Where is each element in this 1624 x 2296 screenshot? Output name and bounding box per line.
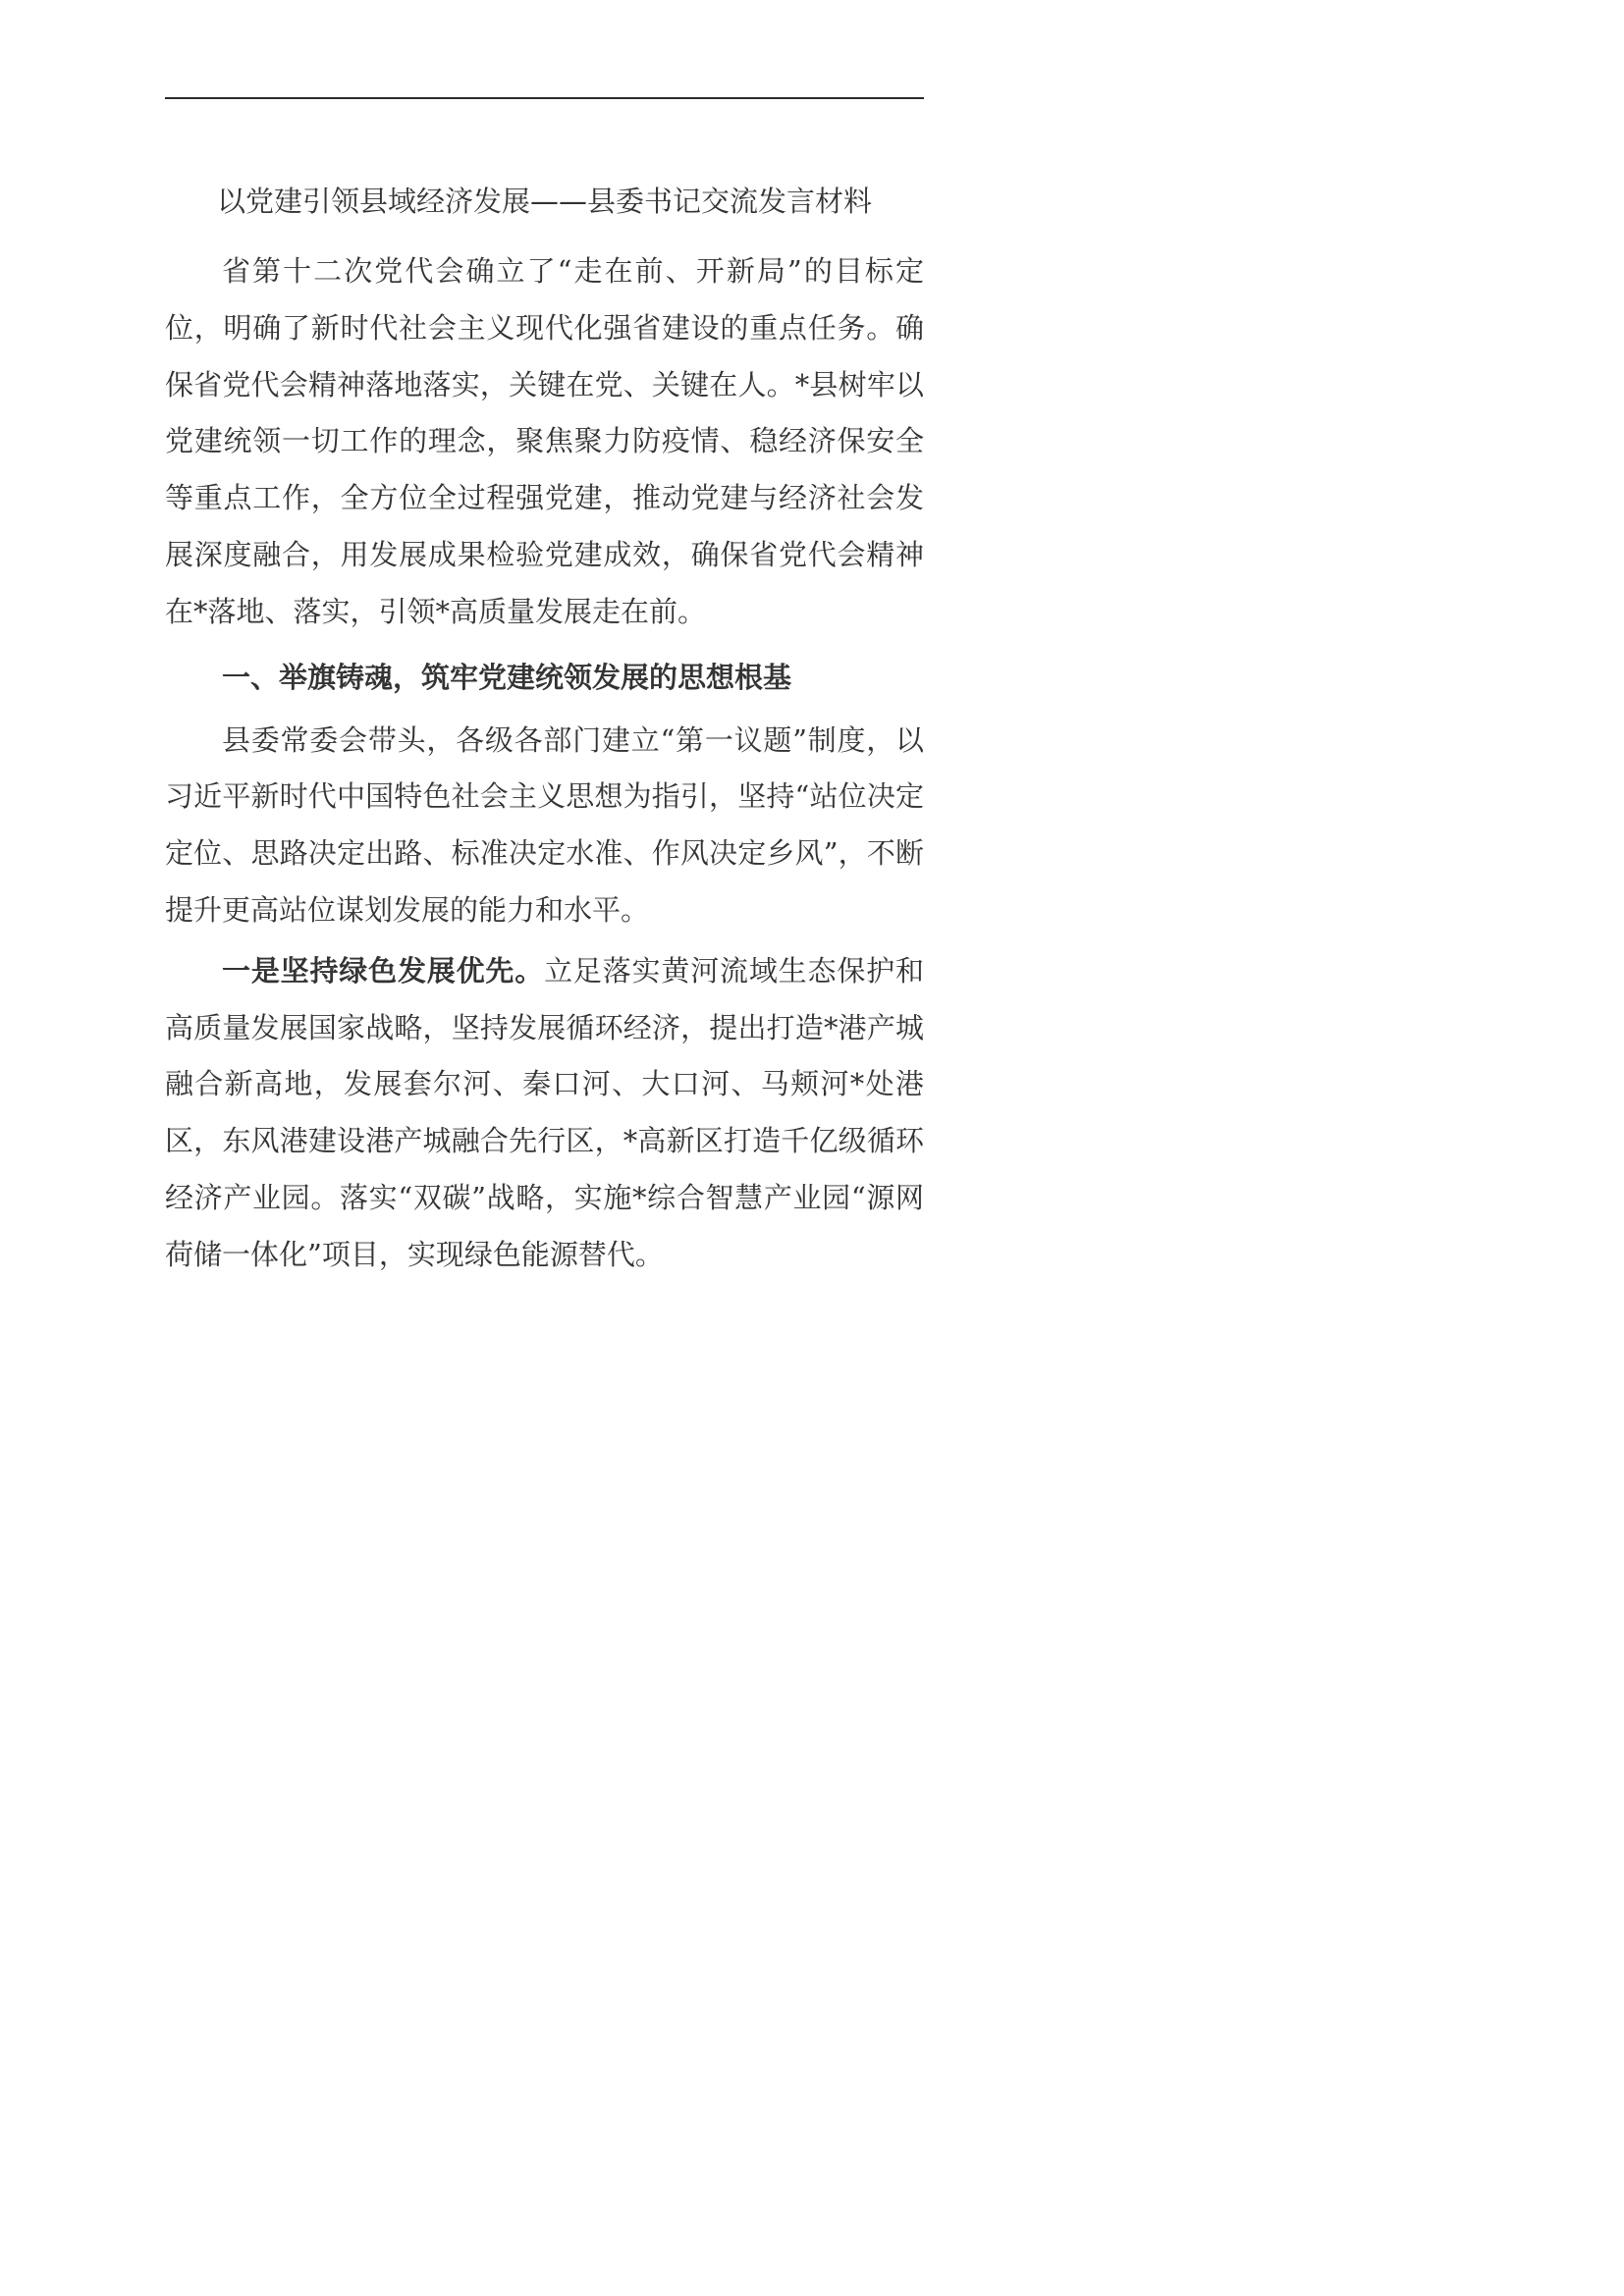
section-paragraph: 县委常委会带头，各级各部门建立“第一议题”制度，以习近平新时代中国特色社会主义思想为指引，坚持“站位决定定位、思路决定出路、标准决定水准、作风决定乡风”，不断提升更高站位谋划发展的能力和水平。 (165, 722, 924, 927)
document-page (0, 0, 1080, 1527)
point-text: 立足落实黄河流域生态保护和高质量发展国家战略，坚持发展循环经济，提出打造*港产城融合新高地，发展套尔河、秦口河、大口河、马颊河*处港区，东风港建设港产城融合先行区，*高新区打造千亿级循环经济产业园。落实“双碳”战略，实施*综合智慧产业园“源网荷储一体化”项目，实现绿色能源替代。 (165, 953, 924, 1271)
header-rule (165, 97, 924, 99)
document-title: 以党建引领县域经济发展——县委书记交流发言材料 (216, 185, 872, 218)
intro-paragraph: 省第十二次党代会确立了“走在前、开新局”的目标定位，明确了新时代社会主义现代化强省建设的重点任务。确保省党代会精神落地落实，关键在党、关键在人。*县树牢以党建统领一切工作的理念，聚焦聚力防疫情、稳经济保安全等重点工作，全方位全过程强党建，推动党建与经济社会发展深度融合，用发展成果检验党建成效，确保省党代会精神在*落地、落实，引领*高质量发展走在前。 (165, 254, 924, 628)
section-heading: 一、举旗铸魂，筑牢党建统领发展的思想根基 (222, 660, 792, 694)
point-lead: 一是坚持绿色发展优先。 (222, 953, 545, 988)
point-paragraph (165, 943, 924, 1284)
document-body (165, 243, 924, 1284)
